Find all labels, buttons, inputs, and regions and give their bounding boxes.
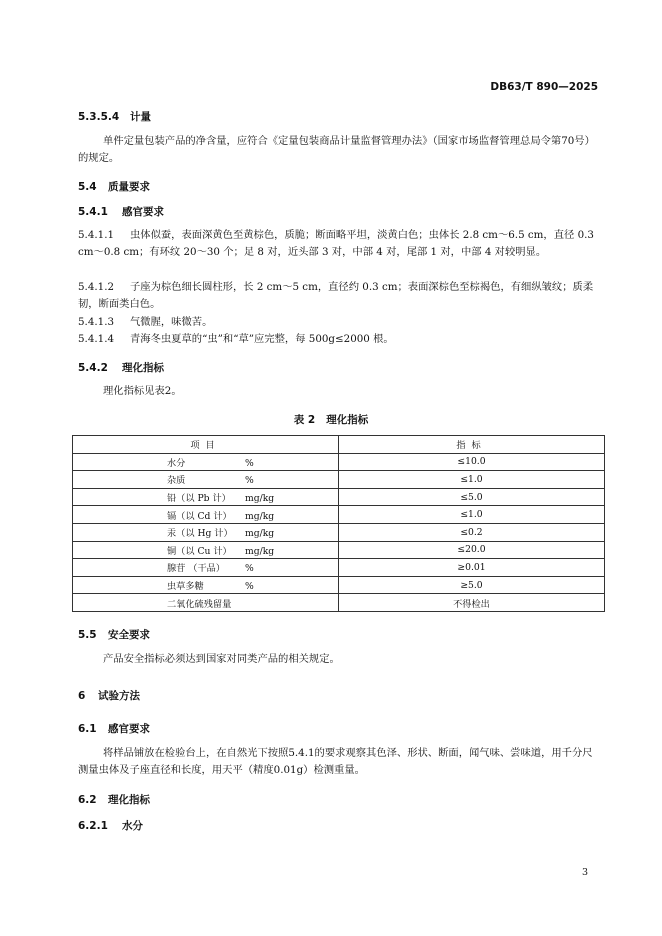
table-cell-item: [73, 471, 339, 489]
heading-6-2: [78, 792, 150, 807]
table-cell-value: ≤5.0: [339, 488, 605, 506]
heading-6-1: [78, 721, 150, 736]
column-header-index: 指标: [339, 436, 605, 454]
table-caption: [0, 412, 662, 427]
item-number: 5.4.1.3: [78, 316, 115, 328]
table-cell-item: [73, 576, 339, 594]
heading-5-4-1: [78, 204, 164, 219]
item-unit: mg/kg: [245, 493, 275, 505]
section-title: 计量: [130, 111, 151, 123]
section-number: 6: [78, 690, 86, 702]
item-name: 虫草多糖: [167, 581, 204, 593]
section-number: 5.5: [78, 629, 97, 641]
table-cell-value: ≥5.0: [339, 576, 605, 594]
table-cell-value: ≤0.2: [339, 523, 605, 541]
heading-5-5: [78, 627, 150, 642]
item-name: 铅（以 Pb 计）: [167, 493, 231, 505]
table-number: 表 2: [293, 414, 316, 426]
section-title: 感官要求: [108, 723, 150, 735]
table-cell-item: [73, 506, 339, 524]
item-name: 铜（以 Cu 计）: [167, 545, 232, 557]
table-row: [73, 471, 605, 489]
table-cell-item: [73, 488, 339, 506]
item-unit: %: [245, 581, 254, 593]
table-cell-value: ≤10.0: [339, 453, 605, 471]
item-5-4-1-2: [78, 279, 598, 313]
table-row: [73, 594, 605, 612]
table-row: [73, 488, 605, 506]
table-cell-item: [73, 541, 339, 559]
heading-5-3-5-4: [78, 109, 151, 124]
heading-5-4: [78, 179, 150, 194]
item-number: 5.4.1.1: [78, 229, 115, 241]
paragraph-sensory-test: 将样品铺放在检验台上，在自然光下按照5.4.1的要求观察其色泽、形状、断面，闻气味、尝味道，用千分尺测量虫体及子座直径和长度，用天平（精度0.01g）检测重量。: [78, 747, 593, 776]
section-number: 5.3.5.4: [78, 111, 120, 123]
table-row: [73, 576, 605, 594]
item-text: 气微腥，味微苦。: [130, 316, 213, 328]
table-cell-item: [73, 559, 339, 577]
table-cell-value: 不得检出: [339, 594, 605, 612]
table-cell-value: ≤1.0: [339, 471, 605, 489]
section-number: 6.2: [78, 794, 97, 806]
item-unit: %: [245, 563, 254, 575]
table-row: [73, 523, 605, 541]
item-5-4-1-4: [78, 331, 598, 348]
item-name: 汞（以 Hg 计）: [167, 528, 233, 540]
section-title: 理化指标: [108, 794, 150, 806]
section-title: 感官要求: [122, 206, 164, 218]
section-number: 6.2.1: [78, 820, 108, 832]
table-row: [73, 559, 605, 577]
item-5-4-1-1: [78, 227, 598, 261]
item-unit: mg/kg: [245, 545, 275, 557]
heading-6-2-1: [78, 818, 143, 833]
item-unit: mg/kg: [245, 528, 275, 540]
table-cell-value: ≥0.01: [339, 559, 605, 577]
table-title: 理化指标: [326, 414, 369, 426]
table-cell-value: ≤1.0: [339, 506, 605, 524]
item-text: 虫体似蚕，表面深黄色至黄棕色，质脆；断面略平坦，淡黄白色；虫体长 2.8 cm～6.5 cm，直径 0.3 cm～0.8 cm；有环纹 20～30 个；足 8 对，近头部 3 对，中部 4 对，尾部 1 对，中部 4 对较明显。: [78, 229, 594, 258]
section-title: 水分: [122, 820, 143, 832]
page-number: 3: [581, 867, 588, 878]
table-row: [73, 541, 605, 559]
section-title: 安全要求: [108, 629, 150, 641]
table-header-row: [73, 436, 605, 454]
standard-code: DB63/T 890—2025: [490, 81, 598, 93]
heading-5-4-2: [78, 360, 164, 375]
item-name: 杂质: [167, 475, 186, 487]
item-name: 二氧化硫残留量: [167, 598, 232, 610]
column-header-item: 项目: [73, 436, 339, 454]
item-unit: %: [245, 475, 254, 487]
table-cell-value: ≤20.0: [339, 541, 605, 559]
table-cell-item: [73, 594, 339, 612]
paragraph-table-reference: 理化指标见表2。: [103, 385, 182, 397]
section-number: 5.4.1: [78, 206, 108, 218]
item-text: 青海冬虫夏草的“虫”和“草”应完整，每 500g≤2000 根。: [130, 333, 394, 345]
table-cell-item: [73, 453, 339, 471]
item-unit: mg/kg: [245, 510, 275, 522]
item-unit: %: [245, 457, 254, 469]
section-title: 试验方法: [98, 690, 140, 702]
section-title: 理化指标: [122, 362, 164, 374]
section-number: 5.4.2: [78, 362, 108, 374]
item-number: 5.4.1.2: [78, 281, 115, 293]
table-row: [73, 506, 605, 524]
section-number: 5.4: [78, 181, 97, 193]
item-text: 子座为棕色细长圆柱形，长 2 cm～5 cm，直径约 0.3 cm；表面深棕色至棕褐色，有细纵皱纹；质柔韧，断面类白色。: [78, 281, 594, 310]
item-name: 腺苷 （干品）: [167, 563, 226, 575]
heading-6: [78, 688, 140, 703]
section-number: 6.1: [78, 723, 97, 735]
paragraph-net-content: 单件定量包装产品的净含量，应符合《定量包装商品计量监督管理办法》（国家市场监督管理总局令第70号）的规定。: [78, 135, 595, 164]
table-row: [73, 453, 605, 471]
item-number: 5.4.1.4: [78, 333, 115, 345]
item-name: 水分: [167, 457, 186, 469]
section-title: 质量要求: [108, 181, 150, 193]
table-cell-item: [73, 523, 339, 541]
physicochemical-table: [72, 435, 605, 612]
item-name: 镉（以 Cd 计）: [167, 510, 232, 522]
paragraph-safety: 产品安全指标必须达到国家对同类产品的相关规定。: [103, 653, 340, 665]
item-5-4-1-3: [78, 314, 598, 331]
